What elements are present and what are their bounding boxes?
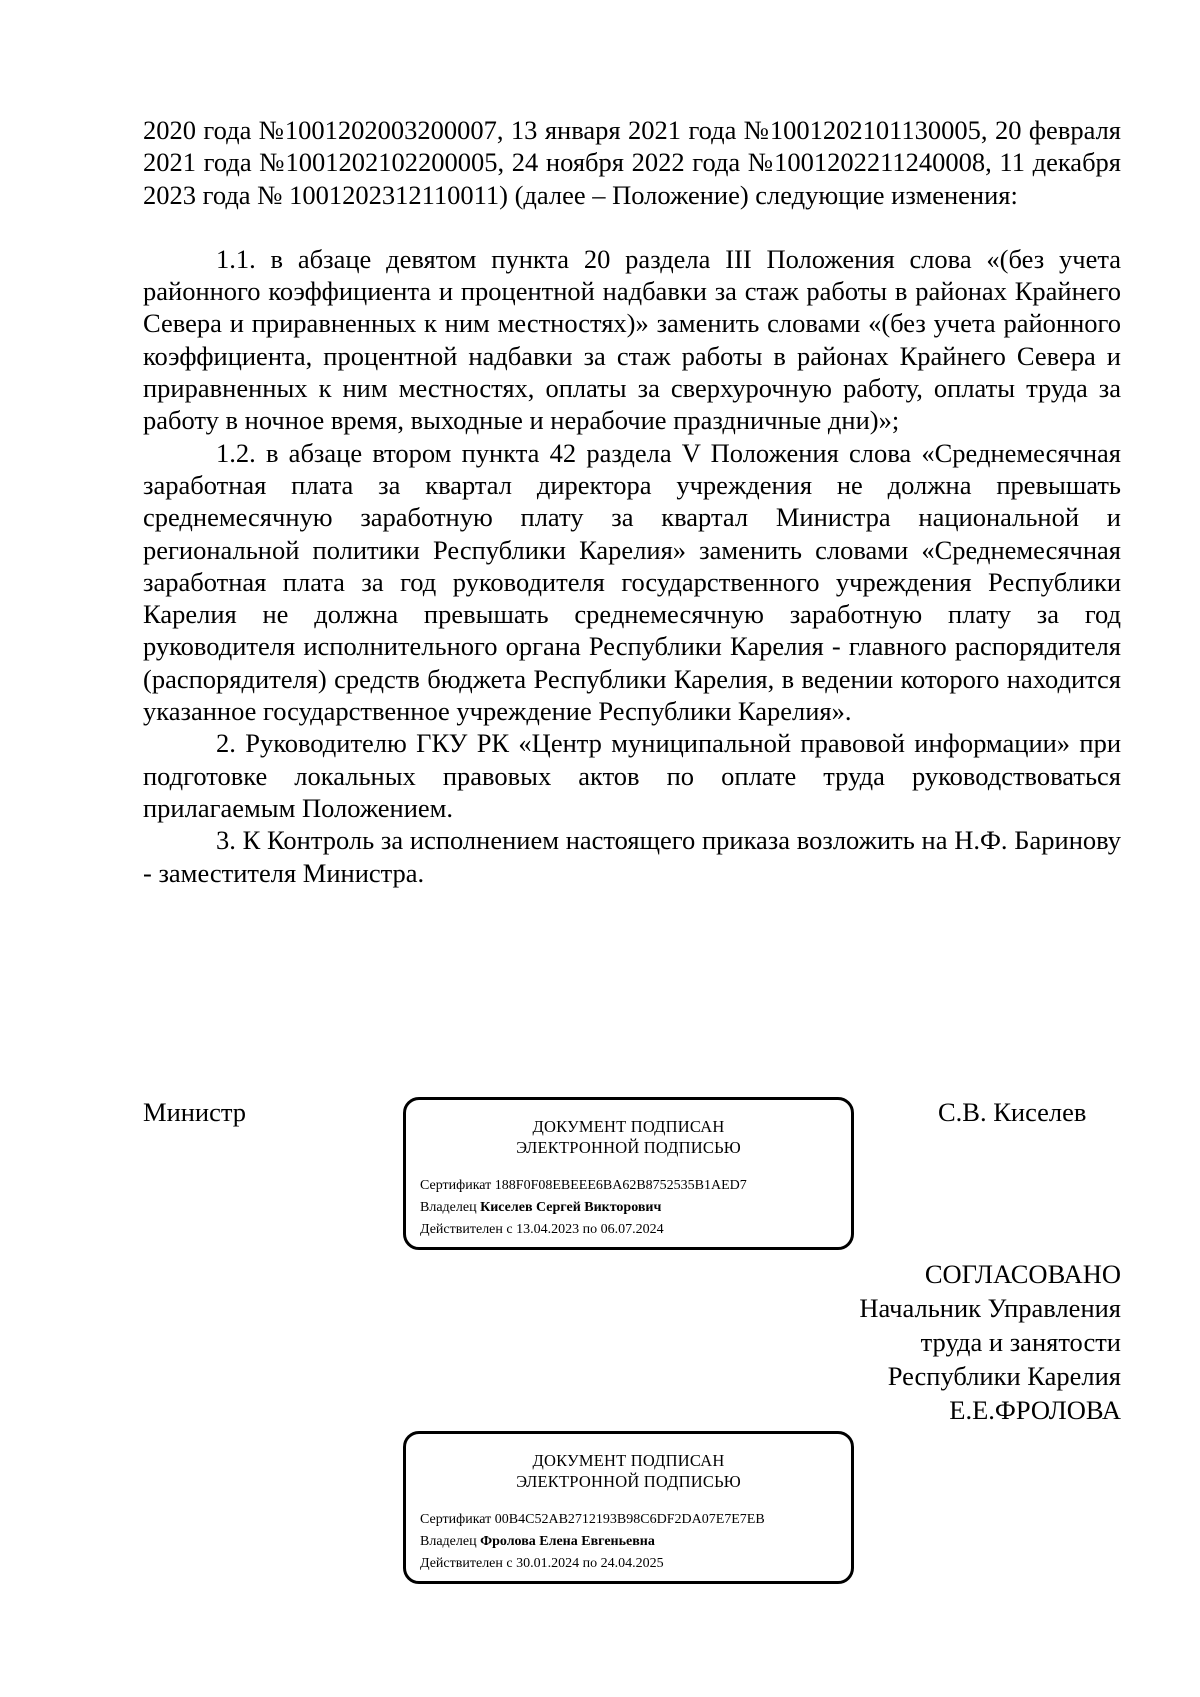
stamp-owner-row — [420, 1531, 851, 1553]
stamp-certificate-value: 188F0F08EBEEE6BA62B8752535B1AED7 — [494, 1178, 747, 1193]
approval-block — [859, 1257, 1121, 1427]
stamp-certificate-row — [420, 1509, 851, 1531]
approval-heading: СОГЛАСОВАНО — [924, 1259, 1121, 1289]
stamp-valid-label: Действителен с — [420, 1222, 513, 1237]
approval-name: Е.Е.ФРОЛОВА — [949, 1395, 1121, 1425]
stamp-owner-value: Фролова Елена Евгеньевна — [480, 1534, 655, 1549]
stamp-header-line2: ЭЛЕКТРОННОЙ ПОДПИСЬЮ — [516, 1472, 741, 1491]
approval-position-line1: Начальник Управления — [859, 1293, 1121, 1323]
paragraph-gap — [143, 211, 1121, 243]
stamp-owner-label: Владелец — [420, 1200, 477, 1215]
stamp-valid-to: 06.07.2024 — [600, 1222, 664, 1237]
approval-position-line2: труда и занятости — [920, 1327, 1121, 1357]
stamp-valid-to: 24.04.2025 — [600, 1556, 664, 1571]
stamp-valid-from: 30.01.2024 — [516, 1556, 580, 1571]
stamp-valid-label: Действителен с — [420, 1556, 513, 1571]
stamp-owner-row — [420, 1197, 851, 1219]
stamp-validity-row — [420, 1553, 851, 1575]
stamp-details — [406, 1509, 851, 1575]
stamp-validity-row — [420, 1219, 851, 1241]
e-signature-stamp-minister — [403, 1097, 854, 1250]
signer-name: С.В. Киселев — [938, 1097, 1087, 1127]
paragraph-1-2: 1.2. в абзаце втором пункта 42 раздела V Положения слова «Среднемесячная заработная плата за квартал директора учреждения не должна превышать среднемесячную заработную плату за квартал Министра национальной и региональной политики Республики Карелия» заменить словами «Среднемесячная заработная плата за год руководителя государственного учреждения Республики Карелия не должна превышать среднемесячную заработную плату за год руководителя исполнительного органа Республики Карелия - главного распорядителя (распорядителя) средств бюджета Республики Карелия, в ведении которого находится указанное государственное учреждение Республики Карелия». — [143, 437, 1121, 727]
stamp-valid-to-label: по — [582, 1222, 598, 1237]
stamp-details — [406, 1175, 851, 1241]
stamp-header-line1: ДОКУМЕНТ ПОДПИСАН — [532, 1117, 725, 1136]
stamp-certificate-value: 00B4C52AB2712193B98C6DF2DA07E7E7EB — [494, 1512, 765, 1527]
paragraph-2: 2. Руководителю ГКУ РК «Центр муниципальной правовой информации» при подготовке локальных правовых актов по оплате труда руководствоваться прилагаемым Положением. — [143, 728, 1121, 823]
stamp-header-line2: ЭЛЕКТРОННОЙ ПОДПИСЬЮ — [516, 1138, 741, 1157]
approval-position-line3: Республики Карелия — [887, 1361, 1121, 1391]
stamp-owner-label: Владелец — [420, 1534, 477, 1549]
document-body — [143, 114, 1121, 889]
paragraph-intro: 2020 года №1001202003200007, 13 января 2021 года №1001202101130005, 20 февраля 2021 года №1001202102200005, 24 ноября 2022 года №1001202211240008, 11 декабря 2023 года № 1001202312110011) (далее – Положение) следующие изменения: — [143, 115, 1121, 210]
stamp-header — [406, 1450, 851, 1492]
paragraph-1-1: 1.1. в абзаце девятом пункта 20 раздела III Положения слова «(без учета районного коэффициента и процентной надбавки за стаж работы в районах Крайнего Севера и приравненных к ним местностях)» заменить словами «(без учета районного коэффициента, процентной надбавки за стаж работы в районах Крайнего Севера и приравненных к ним местностях, оплаты за сверхурочную работу, оплаты труда за работу в ночное время, выходные и нерабочие праздничные дни)»; — [143, 243, 1121, 436]
stamp-certificate-row — [420, 1175, 851, 1197]
stamp-valid-to-label: по — [582, 1556, 598, 1571]
stamp-certificate-label: Сертификат — [420, 1178, 492, 1193]
signer-title: Министр — [143, 1097, 247, 1127]
stamp-owner-value: Киселев Сергей Викторович — [480, 1200, 662, 1215]
stamp-header — [406, 1116, 851, 1158]
stamp-certificate-label: Сертификат — [420, 1512, 492, 1527]
stamp-header-line1: ДОКУМЕНТ ПОДПИСАН — [532, 1451, 725, 1470]
stamp-valid-from: 13.04.2023 — [516, 1222, 580, 1237]
paragraph-3: 3. К Контроль за исполнением настоящего приказа возложить на Н.Ф. Баринову - заместителя Министра. — [143, 825, 1121, 888]
e-signature-stamp-approver — [403, 1431, 854, 1584]
